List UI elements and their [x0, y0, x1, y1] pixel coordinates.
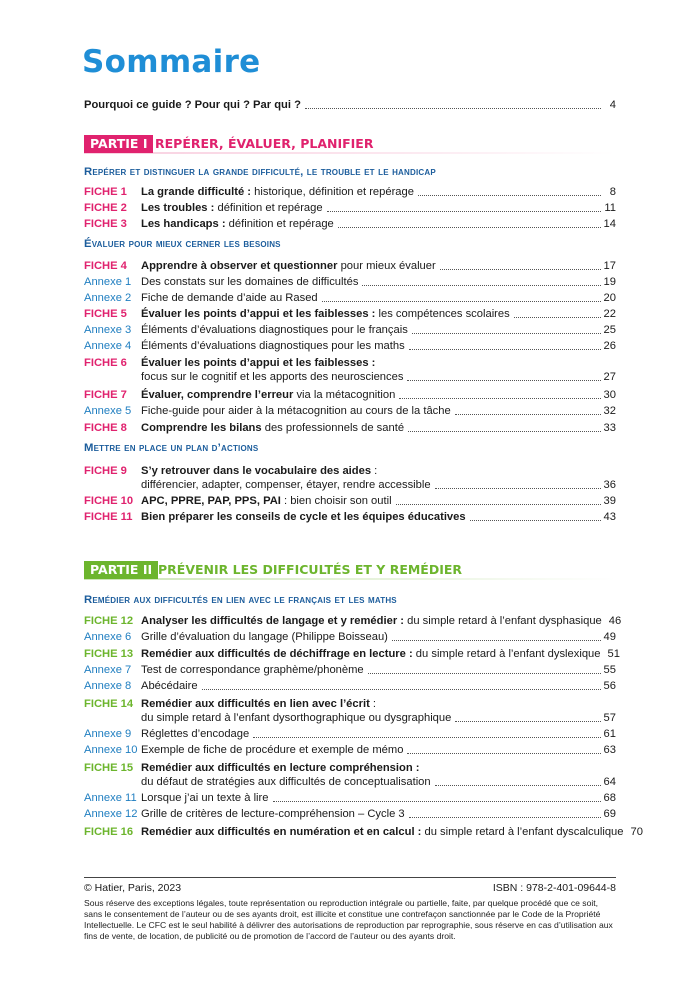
toc-entry[interactable] — [84, 273, 616, 289]
toc-entry-label: FICHE 13 — [84, 648, 134, 660]
toc-entry[interactable] — [84, 386, 616, 402]
toc-entry-title: Les handicaps : définition et repérage — [141, 218, 334, 230]
toc-entry-label: FICHE 3 — [84, 218, 127, 230]
footer-divider — [84, 877, 616, 878]
toc-entry[interactable] — [84, 492, 616, 508]
toc-entry-label: Annexe 9 — [84, 728, 132, 740]
toc-entry-label: FICHE 4 — [84, 260, 127, 272]
toc-entry-title: Apprendre à observer et questionner pour mieux évaluer — [141, 260, 436, 272]
dot-leader — [435, 487, 601, 489]
toc-entry[interactable] — [84, 741, 616, 757]
part-1-header — [84, 134, 616, 154]
dot-leader — [409, 816, 601, 818]
toc-page-number: 36 — [603, 479, 616, 491]
toc-entry[interactable] — [84, 773, 616, 789]
toc-entry-label: FICHE 9 — [84, 465, 127, 477]
toc-entry-label: Annexe 6 — [84, 631, 132, 643]
toc-entry-title: différencier, adapter, compenser, étayer, rendre accessible — [141, 479, 431, 491]
toc-entry-label: FICHE 12 — [84, 615, 134, 627]
toc-page-number: 43 — [603, 511, 616, 523]
dot-leader — [327, 210, 601, 212]
toc-entry-label: FICHE 11 — [84, 511, 133, 523]
toc-entry-label: FICHE 1 — [84, 186, 127, 198]
toc-page-number: 11 — [604, 202, 616, 214]
section-heading: Évaluer pour mieux cerner les besoins — [84, 238, 281, 250]
toc-entry[interactable] — [84, 661, 616, 677]
toc-entry-label: Annexe 4 — [84, 340, 132, 352]
toc-entry-label: Annexe 5 — [84, 405, 132, 417]
toc-entry-label: Annexe 10 — [84, 744, 138, 756]
toc-page-number: 14 — [603, 218, 616, 230]
section-heading: Mettre en place un plan d’actions — [84, 442, 259, 454]
toc-entry[interactable] — [84, 402, 616, 418]
toc-page-number: 4 — [609, 99, 616, 111]
toc-entry-title: Lorsque j’ai un texte à lire — [141, 792, 269, 804]
part-2-header — [84, 560, 616, 580]
dot-leader — [408, 430, 600, 432]
toc-entry-title: Fiche-guide pour aider à la métacognition au cours de la tâche — [141, 405, 451, 417]
dot-leader — [362, 284, 600, 286]
toc-entry[interactable] — [84, 628, 616, 644]
toc-entry-title: Éléments d’évaluations diagnostiques pour les maths — [141, 340, 405, 352]
dot-leader — [399, 397, 600, 399]
toc-page-number: 20 — [603, 292, 616, 304]
dot-leader — [407, 752, 600, 754]
isbn: ISBN : 978-2-401-09644-8 — [492, 882, 616, 894]
toc-page-number: 69 — [603, 808, 616, 820]
dot-leader — [418, 194, 601, 196]
legal-notice: Sous réserve des exceptions légales, toute représentation ou reproduction intégrale ou partielle, faite, par quelque procédé que ce soit, sans le consentement de l’auteur ou de ses ayants droit, est illicite et constitue une contrefaçon sanctionnée par le Code de la Propriété Intellectuelle. Le CFC est le seul habilité à délivrer des autorisations de reproduction par reprographie, sous réserve en cas d’utilisation aux fins de vente, de location, de publicité ou de promotion de l’accord de l’auteur ou des ayants droit. — [84, 898, 613, 941]
toc-entry-title: Abécédaire — [141, 680, 198, 692]
toc-entry-title: Comprendre les bilans des professionnels de santé — [141, 422, 405, 434]
toc-entry-label: Annexe 1 — [84, 276, 132, 288]
toc-page-number: 8 — [609, 186, 616, 198]
toc-entry-label: FICHE 8 — [84, 422, 127, 434]
toc-entry-title: Évaluer les points d’appui et les faiblesses : les compétences scolaires — [141, 308, 510, 320]
toc-page-number: 30 — [603, 389, 616, 401]
toc-entry-title: Réglettes d’encodage — [141, 728, 250, 740]
toc-page-number: 22 — [603, 308, 616, 320]
toc-entry-title: Analyser les difficultés de langage et y remédier : du simple retard à l’enfant dysphasique — [141, 615, 602, 627]
toc-entry-title: du simple retard à l’enfant dysorthographique ou dysgraphique — [141, 712, 452, 724]
toc-page-number: 56 — [603, 680, 616, 692]
dot-leader — [435, 784, 601, 786]
toc-entry-label: FICHE 15 — [84, 762, 134, 774]
toc-entry-title: Des constats sur les domaines de difficultés — [141, 276, 359, 288]
dot-leader — [412, 332, 601, 334]
toc-page-number: 49 — [603, 631, 616, 643]
section-heading: Remédier aux difficultés en lien avec le français et les maths — [84, 594, 397, 606]
part-1-tag: PARTIE I — [84, 135, 153, 153]
toc-entry-label: FICHE 2 — [84, 202, 127, 214]
dot-leader — [455, 720, 600, 722]
toc-page-number: 27 — [603, 371, 616, 383]
dot-leader — [409, 348, 601, 350]
toc-entry[interactable] — [84, 215, 616, 231]
toc-entry[interactable] — [84, 419, 616, 435]
dot-leader — [407, 379, 600, 381]
toc-entry-label: FICHE 16 — [84, 826, 134, 838]
toc-entry-title: Exemple de fiche de procédure et exemple de mémo — [141, 744, 404, 756]
toc-entry-title: Test de correspondance graphème/phonème — [141, 664, 364, 676]
toc-entry[interactable] — [84, 199, 616, 215]
toc-entry[interactable] — [84, 677, 616, 693]
toc-page-number: 57 — [603, 712, 616, 724]
dot-leader — [305, 107, 601, 109]
dot-leader — [514, 316, 601, 318]
toc-page-number: 19 — [603, 276, 616, 288]
toc-entry[interactable] — [84, 305, 616, 321]
toc-page-number: 32 — [603, 405, 616, 417]
toc-entry[interactable] — [84, 725, 616, 741]
toc-entry-label: FICHE 14 — [84, 698, 134, 710]
part-2-tag: PARTIE II — [84, 561, 158, 579]
toc-entry-title: Évaluer les points d’appui et les faiblesses : — [141, 357, 376, 369]
dot-leader — [470, 519, 601, 521]
toc-entry-title: S’y retrouver dans le vocabulaire des aides : — [141, 465, 378, 477]
toc-entry-label: Annexe 8 — [84, 680, 132, 692]
toc-page-number: 39 — [603, 495, 616, 507]
toc-page-number: 64 — [603, 776, 616, 788]
toc-entry-label: Annexe 2 — [84, 292, 132, 304]
toc-page-number: 25 — [603, 324, 616, 336]
toc-page-number: 55 — [603, 664, 616, 676]
toc-entry-title: APC, PPRE, PAP, PPS, PAI : bien choisir son outil — [141, 495, 392, 507]
toc-entry-label: Annexe 11 — [84, 792, 137, 804]
toc-entry-label: FICHE 7 — [84, 389, 127, 401]
dot-leader — [392, 639, 601, 641]
toc-entry-title: Évaluer, comprendre l’erreur via la métacognition — [141, 389, 396, 401]
toc-entry-title: du défaut de stratégies aux difficultés de conceptualisation — [141, 776, 431, 788]
dot-leader — [253, 736, 600, 738]
toc-entry-title: Bien préparer les conseils de cycle et les équipes éducatives — [141, 511, 466, 523]
toc-entry[interactable] — [84, 183, 616, 199]
dot-leader — [440, 268, 601, 270]
dot-leader — [455, 413, 601, 415]
toc-entry[interactable] — [84, 823, 643, 839]
toc-page-number: 70 — [630, 826, 643, 838]
part-1-title: REPÉRER, ÉVALUER, PLANIFIER — [155, 136, 374, 151]
toc-entry-title: Remédier aux difficultés en lecture compréhension : — [141, 762, 420, 774]
toc-entry-title: Fiche de demande d’aide au Rased — [141, 292, 318, 304]
toc-entry[interactable] — [84, 789, 616, 805]
dot-leader — [338, 226, 601, 228]
toc-page-number: 46 — [608, 615, 622, 627]
toc-page-number: 63 — [603, 744, 616, 756]
toc-entry[interactable] — [84, 709, 616, 725]
toc-entry-label: FICHE 5 — [84, 308, 127, 320]
toc-entry-title: Grille d’évaluation du langage (Philippe Boisseau) — [141, 631, 388, 643]
toc-entry-label: FICHE 10 — [84, 495, 134, 507]
toc-entry-title: Éléments d’évaluations diagnostiques pour le français — [141, 324, 408, 336]
dot-leader — [368, 672, 601, 674]
toc-intro-text: Pourquoi ce guide ? Pour qui ? Par qui ? — [84, 99, 301, 111]
toc-page-number: 26 — [603, 340, 616, 352]
toc-entry-title: focus sur le cognitif et les apports des neurosciences — [141, 371, 404, 383]
toc-entry[interactable] — [84, 257, 616, 273]
toc-entry-label: Annexe 7 — [84, 664, 132, 676]
toc-entry[interactable] — [84, 337, 616, 353]
toc-entry[interactable] — [84, 508, 616, 524]
toc-page-number: 51 — [607, 648, 620, 660]
toc-page-number: 17 — [603, 260, 616, 272]
toc-entry-title: Remédier aux difficultés de déchiffrage en lecture : du simple retard à l’enfant dyslexique — [141, 648, 601, 660]
toc-entry-title: La grande difficulté : historique, définition et repérage — [141, 186, 414, 198]
toc-page-number: 68 — [603, 792, 616, 804]
toc-entry-label: FICHE 6 — [84, 357, 127, 369]
toc-entry-title: Les troubles : définition et repérage — [141, 202, 323, 214]
toc-entry-title: Remédier aux difficultés en lien avec l’écrit : — [141, 698, 377, 710]
toc-page-number: 61 — [603, 728, 616, 740]
toc-entry-label: Annexe 12 — [84, 808, 138, 820]
toc-entry[interactable] — [84, 476, 616, 492]
copyright: © Hatier, Paris, 2023 — [84, 882, 182, 894]
toc-entry[interactable] — [84, 612, 622, 628]
toc-entry[interactable] — [84, 368, 616, 384]
toc-entry[interactable] — [84, 805, 616, 821]
toc-entry[interactable] — [84, 289, 616, 305]
dot-leader — [273, 800, 601, 802]
section-heading: Repérer et distinguer la grande difficulté, le trouble et le handicap — [84, 166, 436, 178]
toc-entry-title: Remédier aux difficultés en numération et en calcul : du simple retard à l’enfant dyscalculique — [141, 826, 624, 838]
dot-leader — [202, 688, 601, 690]
toc-intro[interactable] — [84, 96, 616, 112]
toc-entry[interactable] — [84, 321, 616, 337]
toc-entry-title: Grille de critères de lecture-compréhension – Cycle 3 — [141, 808, 405, 820]
toc-page-number: 33 — [603, 422, 616, 434]
part-2-title: PRÉVENIR LES DIFFICULTÉS ET Y REMÉDIER — [158, 562, 463, 577]
toc-entry-label: Annexe 3 — [84, 324, 132, 336]
page-title: Sommaire — [82, 44, 261, 80]
toc-entry[interactable] — [84, 645, 620, 661]
dot-leader — [322, 300, 601, 302]
dot-leader — [396, 503, 601, 505]
